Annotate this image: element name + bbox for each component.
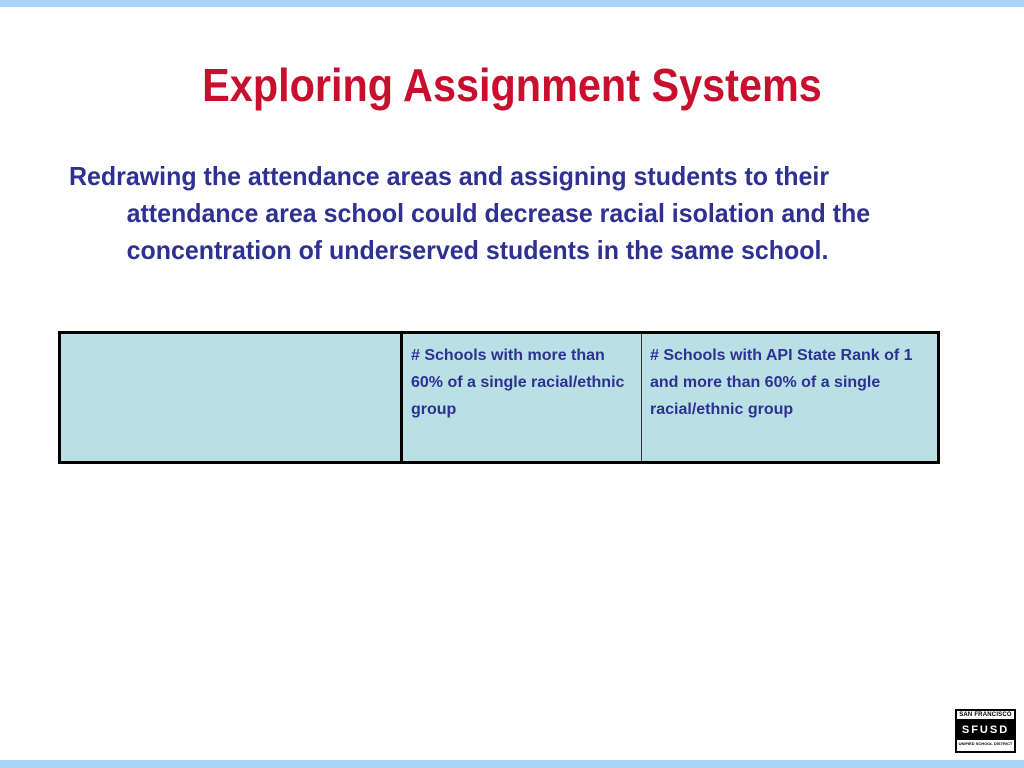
- logo-top-text: SAN FRANCISCO: [957, 711, 1014, 720]
- table-header-cell-empty: [60, 333, 402, 463]
- slide-title: Exploring Assignment Systems: [202, 59, 822, 111]
- table-header-cell-api-rank: # Schools with API State Rank of 1 and more than 60% of a single racial/ethnic group: [642, 333, 939, 463]
- sfusd-logo: [955, 709, 1016, 753]
- table-header-row: [60, 333, 939, 463]
- logo-middle-text: SFUSD: [957, 720, 1014, 740]
- logo-bottom-text: UNIFIED SCHOOL DISTRICT: [958, 741, 1013, 746]
- top-accent-bar: [0, 0, 1024, 7]
- bottom-accent-bar: [0, 760, 1024, 768]
- body-paragraph: Redrawing the attendance areas and assigning students to their attendance area school could decrease racial isolation and the concentration of underserved students in the same school.: [69, 161, 871, 265]
- comparison-table: [58, 331, 940, 464]
- table-header-cell-single-group: # Schools with more than 60% of a single racial/ethnic group: [402, 333, 642, 463]
